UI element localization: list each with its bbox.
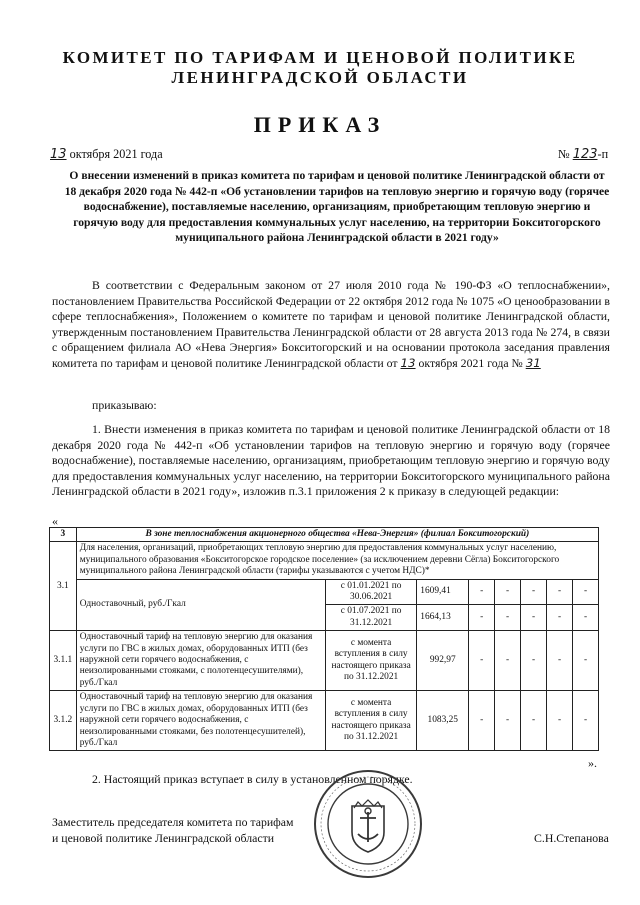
committee-name-line2: ЛЕНИНГРАДСКОЙ ОБЛАСТИ — [171, 68, 469, 87]
empty-cell: - — [521, 579, 547, 605]
empty-cell: - — [495, 579, 521, 605]
empty-cell: - — [495, 631, 521, 691]
tariff-value: 992,97 — [417, 631, 469, 691]
empty-cell: - — [521, 631, 547, 691]
empty-cell: - — [573, 605, 599, 631]
document-title: ПРИКАЗ — [253, 112, 387, 137]
tariff-period: с 01.01.2021 по 30.06.2021 — [325, 579, 416, 605]
date-rest: октября 2021 года — [69, 147, 163, 161]
official-seal — [312, 768, 424, 880]
signatory-name: С.Н.Степанова — [534, 831, 609, 845]
preamble-text: В соответствии с Федеральным законом от 27 июля 2010 года № 190-ФЗ «О теплоснабжении», постановлением Правительства Российской Федерации от 22 октября 2012 года № 1075 «О ценообразовании в сфере теплоснабжения», Положением о комитете по тарифам и ценовой политике Ленинградской области, утвержденным постановлением Правительства Ленинградской области от 28 августа 2013 года № 274, в связи с обращением филиала АО «Нева Энергия» Бокситогорский и на основании протокола заседания правления комитета по тарифам и ценовой политике Ленинградской области от — [52, 278, 610, 370]
table-row-3-1 — [50, 542, 599, 579]
tariff-value: 1609,41 — [417, 579, 469, 605]
table-row-3 — [50, 528, 599, 542]
tariff-period: с момента вступления в силу настоящего приказа по 31.12.2021 — [325, 631, 416, 691]
empty-cell: - — [521, 691, 547, 751]
empty-cell: - — [547, 579, 573, 605]
empty-cell: - — [573, 691, 599, 751]
preamble-paragraph — [52, 278, 610, 372]
item-1-paragraph: 1. Внести изменения в приказ комитета по тарифам и ценовой политике Ленинградской области от 18 декабря 2020 года № 442-п «Об установлении тарифов на тепловую энергию и горячую воду (горячее водоснабжение), поставляемые населению, организациям, приобретающим тепловую энергию и горячую воду для предоставления коммунальных услуг населению, на территории Бокситогорского муниципального района Ленинградской области в 2021 году», изложив п.3.1 приложения 2 к приказу в следующей редакции: — [52, 422, 610, 499]
consumer-description: Для населения, организаций, приобретающих тепловую энергию для предоставления коммунальных услуг населению, муниципального образования «Бокситогорское городское поселение» (за исключением деревни Сёгла) Бокситогорского муниципального района Ленинградской области (тарифы указываются с учетом НДС)* — [76, 542, 598, 579]
open-quote: « — [52, 514, 58, 528]
tariff-period: с момента вступления в силу настоящего приказа по 31.12.2021 — [325, 691, 416, 751]
empty-cell: - — [469, 579, 495, 605]
tariff-value: 1664,13 — [417, 605, 469, 631]
zone-heading: В зоне теплоснабжения акционерного общества «Нева-Энергия» (филиал Бокситогорский) — [76, 528, 598, 542]
empty-cell: - — [547, 691, 573, 751]
tariff-value: 1083,25 — [417, 691, 469, 751]
row-number: 3.1.1 — [50, 631, 77, 691]
committee-name-line1: КОМИТЕТ ПО ТАРИФАМ И ЦЕНОВОЙ ПОЛИТИКЕ — [62, 48, 578, 67]
document-subject: О внесении изменений в приказ комитета по тарифам и ценовой политике Ленинградской области от 18 декабря 2020 года № 442-п «Об установлении тарифов на тепловую энергию и горячую воду (горячее водоснабжение), поставляемые населению, организациям, приобретающим тепловую энергию и горячую воду для предоставления коммунальных услуг населению, на территории Бокситогорского муниципального района Ленинградской области в 2021 году» — [64, 169, 610, 244]
protocol-number: 31 — [525, 355, 541, 370]
protocol-day: 13 — [400, 355, 416, 370]
number-suffix: -п — [597, 147, 609, 161]
empty-cell: - — [573, 631, 599, 691]
document-date — [50, 147, 163, 162]
empty-cell: - — [469, 691, 495, 751]
empty-cell: - — [469, 631, 495, 691]
number-value: 123 — [572, 147, 598, 162]
empty-cell: - — [495, 691, 521, 751]
row-number: 3 — [50, 528, 77, 542]
table-row-single-1 — [50, 579, 599, 605]
tariff-period: с 01.07.2021 по 31.12.2021 — [325, 605, 416, 631]
empty-cell: - — [547, 605, 573, 631]
row-number: 3.1.2 — [50, 691, 77, 751]
signatory-position-line1: Заместитель председателя комитета по тарифам — [52, 815, 294, 829]
close-quote: ». — [588, 756, 597, 770]
tariff-label: Одноставочный, руб./Гкал — [76, 579, 325, 631]
table-row-3-1-1 — [50, 631, 599, 691]
tariff-description: Одноставочный тариф на тепловую энергию для оказания услуги по ГВС в жилых домах, оборудованных ИТП (без наружной сети горячего водоснабжения, с неизолированными стояками, с полотенцесушителями), руб./Гкал — [76, 631, 325, 691]
empty-cell: - — [521, 605, 547, 631]
empty-cell: - — [573, 579, 599, 605]
order-word: приказываю: — [92, 398, 157, 412]
empty-cell: - — [495, 605, 521, 631]
item-2-paragraph: 2. Настоящий приказ вступает в силу в установленном порядке. — [92, 772, 413, 786]
tariff-table — [49, 527, 599, 751]
preamble-mid: октября 2021 года № — [418, 355, 523, 370]
signatory-position-line2: и ценовой политике Ленинградской области — [52, 831, 275, 845]
table-row-3-1-2 — [50, 691, 599, 751]
empty-cell: - — [469, 605, 495, 631]
tariff-description: Одноставочный тариф на тепловую энергию для оказания услуги по ГВС в жилых домах, оборудованных ИТП (без наружной сети горячего водоснабжения, с неизолированными стояками, без полотенцесушителей), руб./Гкал — [76, 691, 325, 751]
number-prefix: № — [558, 147, 570, 161]
document-number — [558, 147, 608, 162]
empty-cell: - — [547, 631, 573, 691]
date-day: 13 — [50, 147, 67, 162]
row-number: 3.1 — [50, 542, 77, 631]
